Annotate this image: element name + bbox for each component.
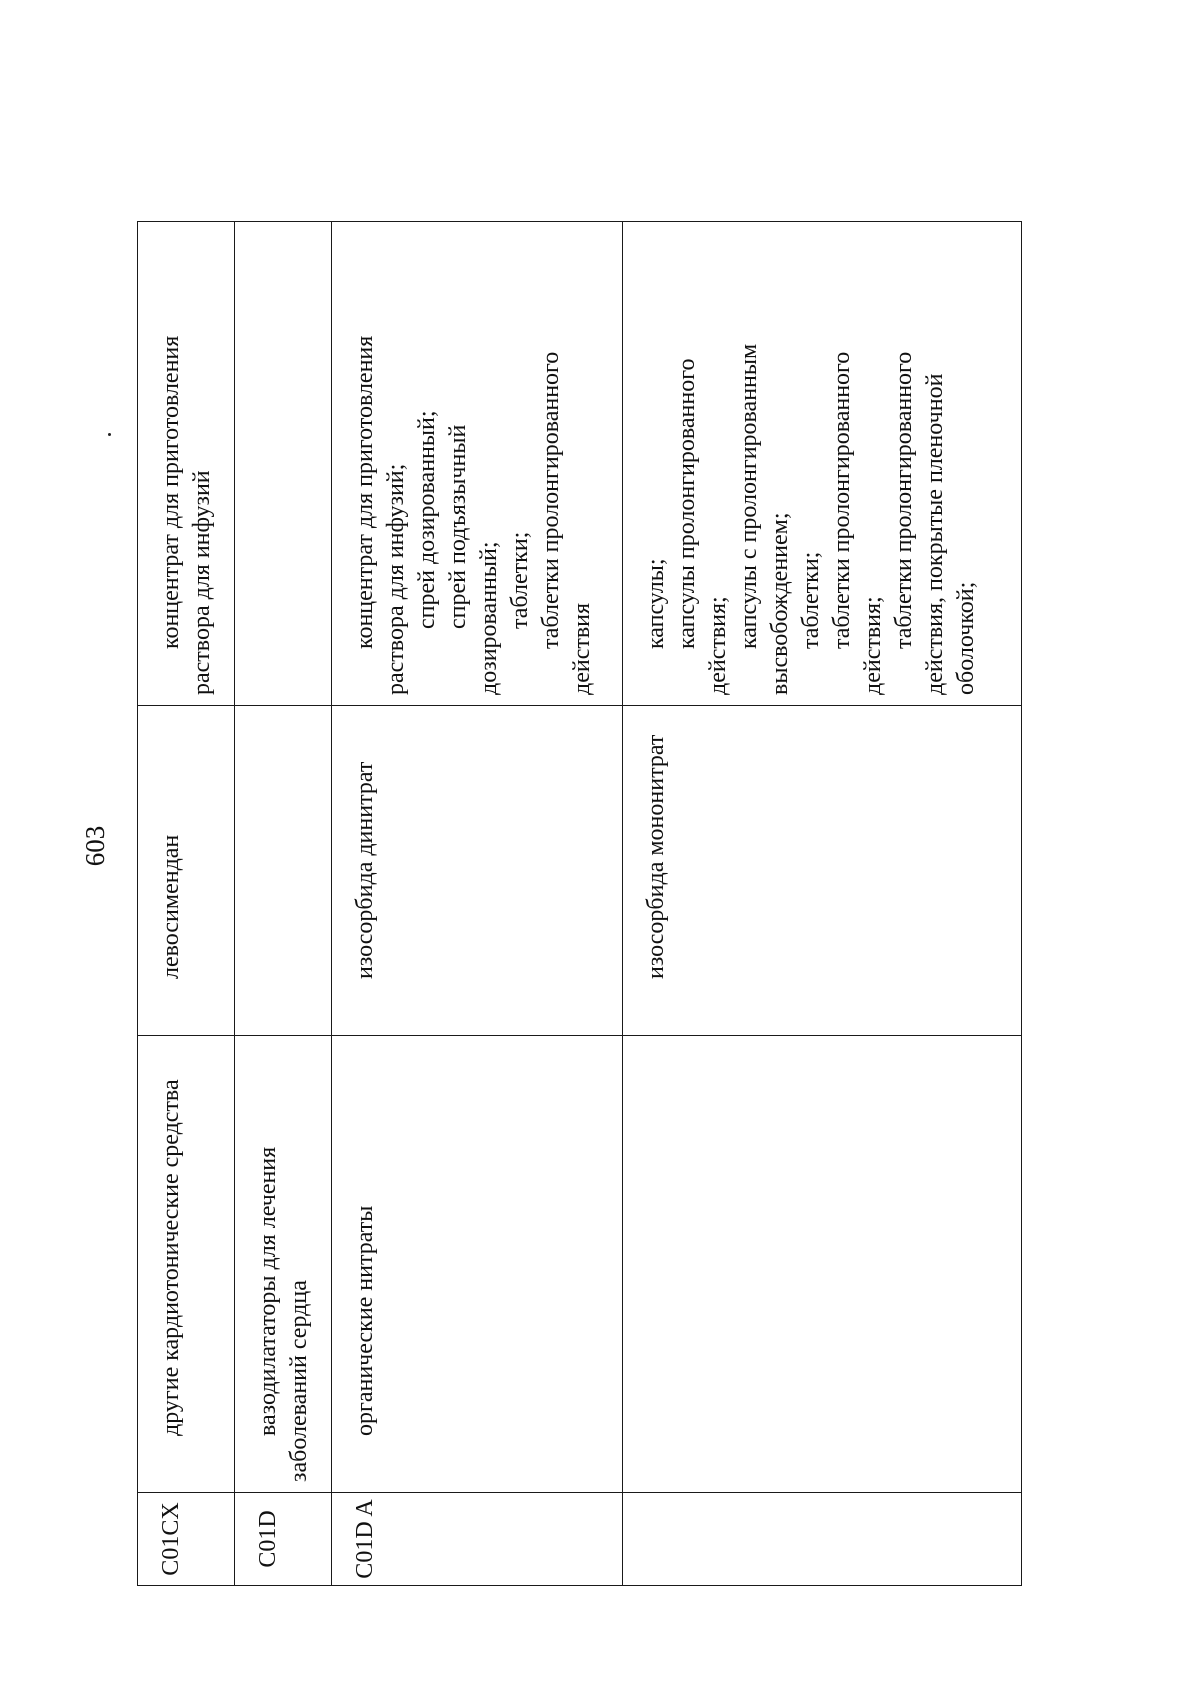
group-name-cell: вазодилататоры для лечения заболеваний сердца (235, 1036, 332, 1493)
dosage-form-line: дозированный; (476, 541, 502, 695)
dosage-form-line: спрей дозированный; (414, 410, 440, 629)
dosage-form-line: капсулы с пролонгированным (736, 343, 762, 649)
dosage-forms-cell (623, 222, 1022, 706)
dosage-form-line: спрей подъязычный (445, 424, 471, 629)
dosage-form-line: таблетки; (798, 551, 824, 649)
drug-name-cell: левосимендан (138, 706, 235, 1036)
atc-code-cell: C01CX (138, 1493, 235, 1586)
dosage-form-line: таблетки; (507, 531, 533, 629)
dosage-forms-cell (138, 222, 235, 706)
scan-speck (108, 433, 111, 436)
dosage-form-line: таблетки пролонгированного (891, 351, 917, 649)
page-number: 603 (80, 825, 110, 867)
table-row (623, 222, 1022, 1586)
dosage-form-line: таблетки пролонгированного (538, 351, 564, 649)
dosage-form-line: действия; (860, 596, 886, 695)
dosage-form-line: концентрат для приготовления (158, 335, 184, 649)
table-row (235, 222, 332, 1586)
group-name-cell: другие кардиотонические средства (138, 1036, 235, 1493)
dosage-form-line: раствора для инфузий (189, 470, 215, 695)
dosage-form-line: концентрат для приготовления (352, 335, 378, 649)
drug-classification-table (137, 221, 1022, 1586)
atc-code-cell: C01D (235, 1493, 332, 1586)
group-name-cell: органические нитраты (332, 1036, 623, 1493)
drug-name-cell: изосорбида мононитрат (623, 706, 1022, 1036)
dosage-form-line: раствора для инфузий; (383, 463, 409, 695)
dosage-form-line: действия; (705, 596, 731, 695)
group-name-cell (623, 1036, 1022, 1493)
dosage-form-line: действия, покрытые пленочной (922, 373, 948, 695)
table-row (332, 222, 623, 1586)
table-row (138, 222, 235, 1586)
drug-name-cell (235, 706, 332, 1036)
atc-code-cell: C01D A (332, 1493, 623, 1586)
dosage-form-line: действия (569, 602, 595, 695)
dosage-form-line: капсулы пролонгированного (674, 358, 700, 649)
dosage-form-line: капсулы; (643, 558, 669, 649)
dosage-form-line: таблетки пролонгированного (829, 351, 855, 649)
atc-code-cell (623, 1493, 1022, 1586)
dosage-form-line: высвобождением; (767, 512, 793, 695)
drug-name-cell: изосорбида динитрат (332, 706, 623, 1036)
dosage-form-line: оболочкой; (953, 581, 979, 695)
dosage-forms-cell (235, 222, 332, 706)
dosage-forms-cell (332, 222, 623, 706)
